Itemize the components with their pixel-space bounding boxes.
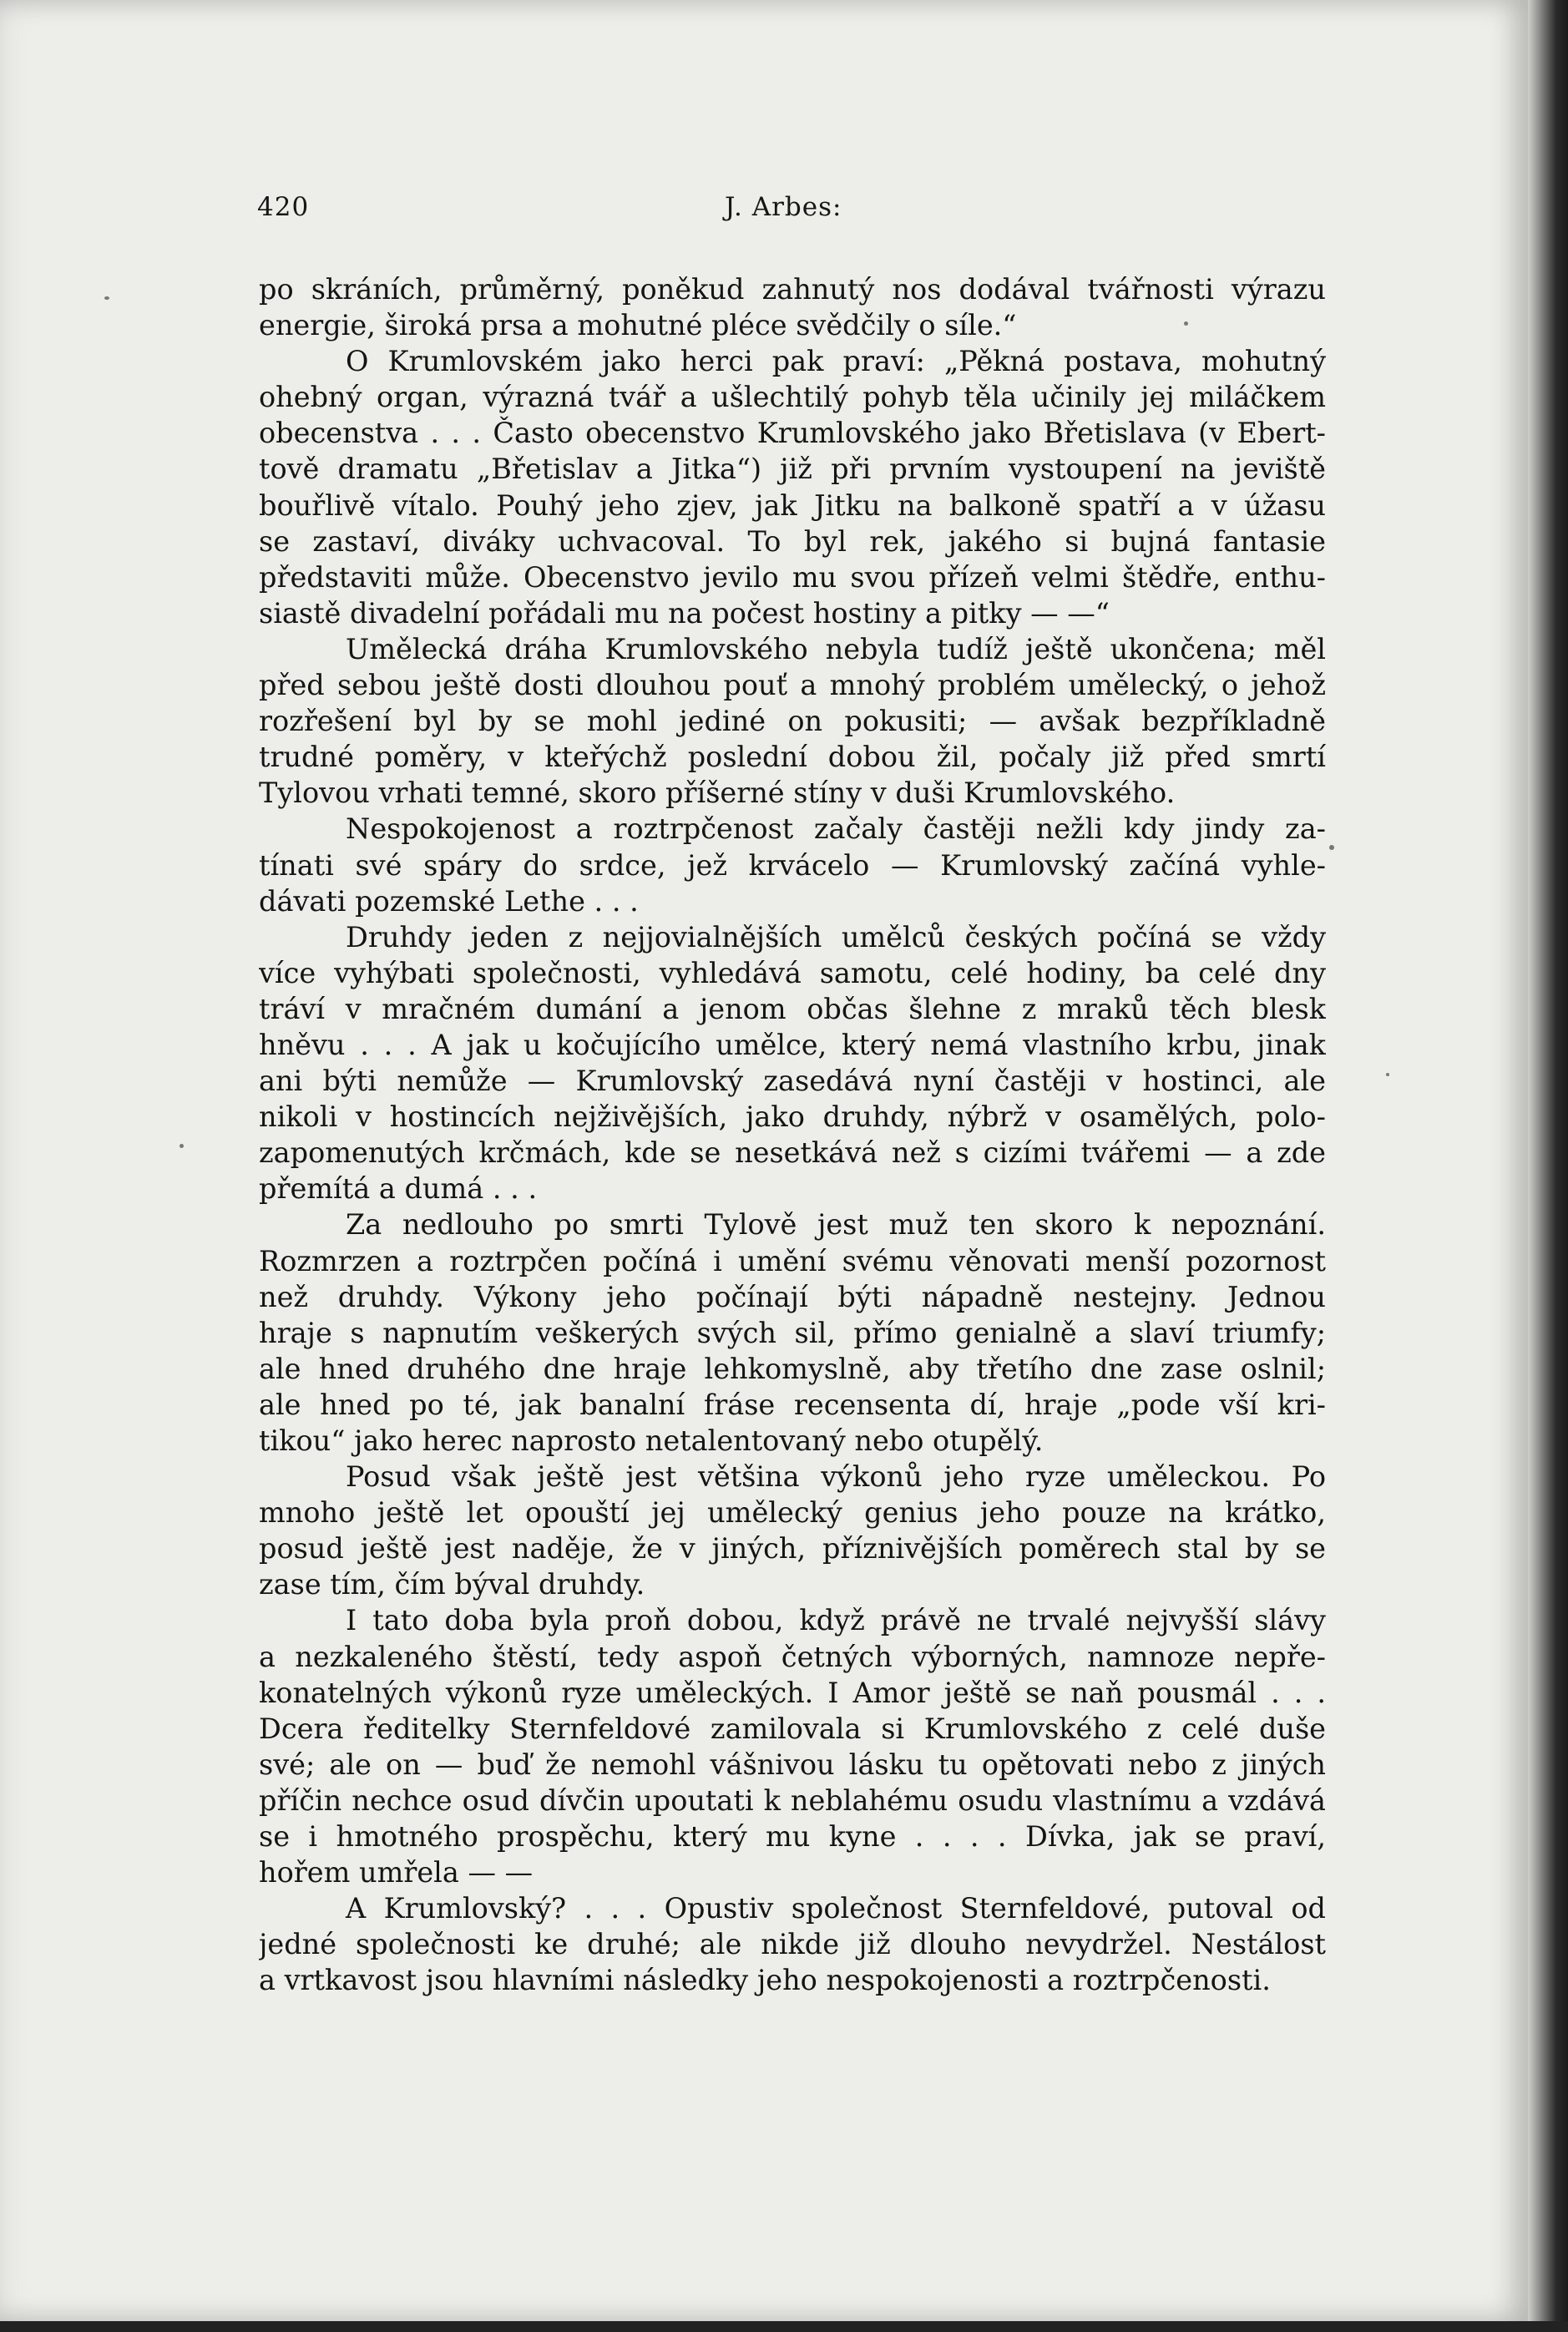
page-header — [257, 185, 1326, 232]
text-line: ohebný organ, výrazná tvář a ušlechtilý pohyb těla učinily jej miláčkem — [259, 381, 1326, 414]
text-line: A Krumlovský? . . . Opustiv společnost Sternfeldové, putoval od — [346, 1892, 1326, 1925]
text-line: po skráních, průměrný, poněkud zahnutý nos dodával tvářnosti výrazu — [259, 273, 1326, 306]
text-line: ani býti nemůže — Krumlovský zasedává nyní častěji v hostinci, ale — [259, 1065, 1326, 1098]
text-line: Za nedlouho po smrti Tylově jest muž ten skoro k nepoznání. — [346, 1208, 1326, 1242]
text-line: rozřešení byl by se mohl jediné on pokusiti; — avšak bezpříkladně — [259, 705, 1326, 738]
body-text — [259, 271, 1326, 1999]
text-line: posud ještě jest naděje, že v jiných, příznivějších poměrech stal by se — [259, 1532, 1326, 1566]
text-line: Rozmrzen a roztrpčen počíná i umění svému věnovati menší pozornost — [259, 1244, 1326, 1277]
text-line: tráví v mračném dumání a jenom občas šlehne z mraků těch blesk — [259, 992, 1326, 1025]
text-line: své; ale on — buď že nemohl vášnivou lásku tu opětovati nebo z jiných — [259, 1748, 1326, 1781]
text-line: mnoho ještě let opouští jej umělecký genius jeho pouze na krátko, — [259, 1496, 1326, 1530]
text-line: O Krumlovském jako herci pak praví: „Pěkná postava, mohutný — [346, 345, 1326, 378]
text-line: Umělecká dráha Krumlovského nebyla tudíž ještě ukončena; měl — [346, 632, 1326, 665]
text-line: I tato doba byla proň dobou, když právě ne trvalé nejvyšší slávy — [346, 1604, 1326, 1637]
text-line: ale hned po té, jak banalní fráse recensenta dí, hraje „pode vší kri- — [259, 1388, 1326, 1421]
text-line: hraje s napnutím veškerých svých sil, přímo genialně a slaví triumfy; — [259, 1316, 1326, 1349]
text-line: tikou“ jako herec naprosto netalentovaný nebo otupělý. — [259, 1424, 1044, 1457]
text-line: Tylovou vrhati temné, skoro příšerné stíny v duši Krumlovského. — [259, 776, 1176, 810]
text-line: konatelných výkonů ryze uměleckých. I Amor ještě se naň pousmál . . . — [259, 1676, 1326, 1709]
text-line: bouřlivě vítalo. Pouhý jeho zjev, jak Jitku na balkoně spatří a v úžasu — [259, 488, 1326, 522]
text-line: přemítá a dumá . . . — [259, 1172, 538, 1206]
text-line: nikoli v hostincích nejživějších, jako druhdy, nýbrž v osamělých, polo- — [259, 1100, 1326, 1134]
text-line: více vyhýbati společnosti, vyhledává samotu, celé hodiny, ba celé dny — [259, 956, 1326, 989]
text-line: příčin nechce osud dívčin upoutati k neblahému osudu vlastnímu a vzdává — [259, 1783, 1326, 1817]
text-line: a vrtkavost jsou hlavními následky jeho nespokojenosti a roztrpčenosti. — [259, 1964, 1271, 1997]
text-line: hněvu . . . A jak u kočujícího umělce, který nemá vlastního krbu, jinak — [259, 1028, 1326, 1061]
text-line: zapomenutých krčmách, kde se nesetkává než s cizími tvářemi — a zde — [259, 1136, 1326, 1170]
page-number: 420 — [257, 192, 310, 222]
text-line: obecenstva . . . Často obecenstvo Krumlovského jako Břetislava (v Ebert- — [259, 417, 1326, 450]
text-line: trudné poměry, v kteřýchž poslední dobou žil, počaly již před smrtí — [259, 741, 1326, 774]
text-line: energie, široká prsa a mohutné pléce svědčily o síle.“ — [259, 309, 1017, 342]
text-line: se i hmotného prospěchu, který mu kyne . . . . Dívka, jak se praví, — [259, 1820, 1326, 1854]
text-line: a nezkaleného štěstí, tedy aspoň četných výborných, namnoze nepře- — [259, 1640, 1326, 1673]
text-line: jedné společnosti ke druhé; ale nikde již dlouho nevydržel. Nestálost — [259, 1928, 1326, 1961]
text-line: před sebou ještě dosti dlouhou pouť a mnohý problém umělecký, o jehož — [259, 669, 1326, 702]
text-line: tínati své spáry do srdce, jež krvácelo — Krumlovský začíná vyhle- — [259, 848, 1326, 882]
text-line: tově dramatu „Břetislav a Jitka“) již při prvním vystoupení na jeviště — [259, 453, 1326, 486]
text-line: se zastaví, diváky uchvacoval. To byl rek, jakého si bujná fantasie — [259, 524, 1326, 558]
page-edge-shadow — [1528, 0, 1568, 2332]
text-line: Posud však ještě jest většina výkonů jeho ryze uměleckou. Po — [346, 1460, 1326, 1494]
text-line: dávati pozemské Lethe . . . — [259, 884, 639, 918]
text-line: ale hned druhého dne hraje lehkomyslně, aby třetího dne zase oslnil; — [259, 1352, 1326, 1385]
text-line: hořem umřela — — — [259, 1856, 534, 1889]
scan-border — [0, 2321, 1568, 2332]
text-line: siastě divadelní pořádali mu na počest hostiny a pitky — —“ — [259, 596, 1110, 630]
text-line: zase tím, čím býval druhdy. — [259, 1568, 645, 1601]
running-title: J. Arbes: — [725, 192, 842, 222]
text-line: Nespokojenost a roztrpčenost začaly častěji nežli kdy jindy za- — [346, 812, 1326, 846]
text-line: než druhdy. Výkony jeho počínají býti nápadně nestejny. Jednou — [259, 1280, 1326, 1313]
text-line: představiti může. Obecenstvo jevilo mu svou přízeň velmi štědře, enthu- — [259, 560, 1326, 594]
text-line: Druhdy jeden z nejjovialnějších umělců českých počíná se vždy — [346, 920, 1326, 954]
text-line: Dcera ředitelky Sternfeldové zamilovala si Krumlovského z celé duše — [259, 1712, 1326, 1745]
